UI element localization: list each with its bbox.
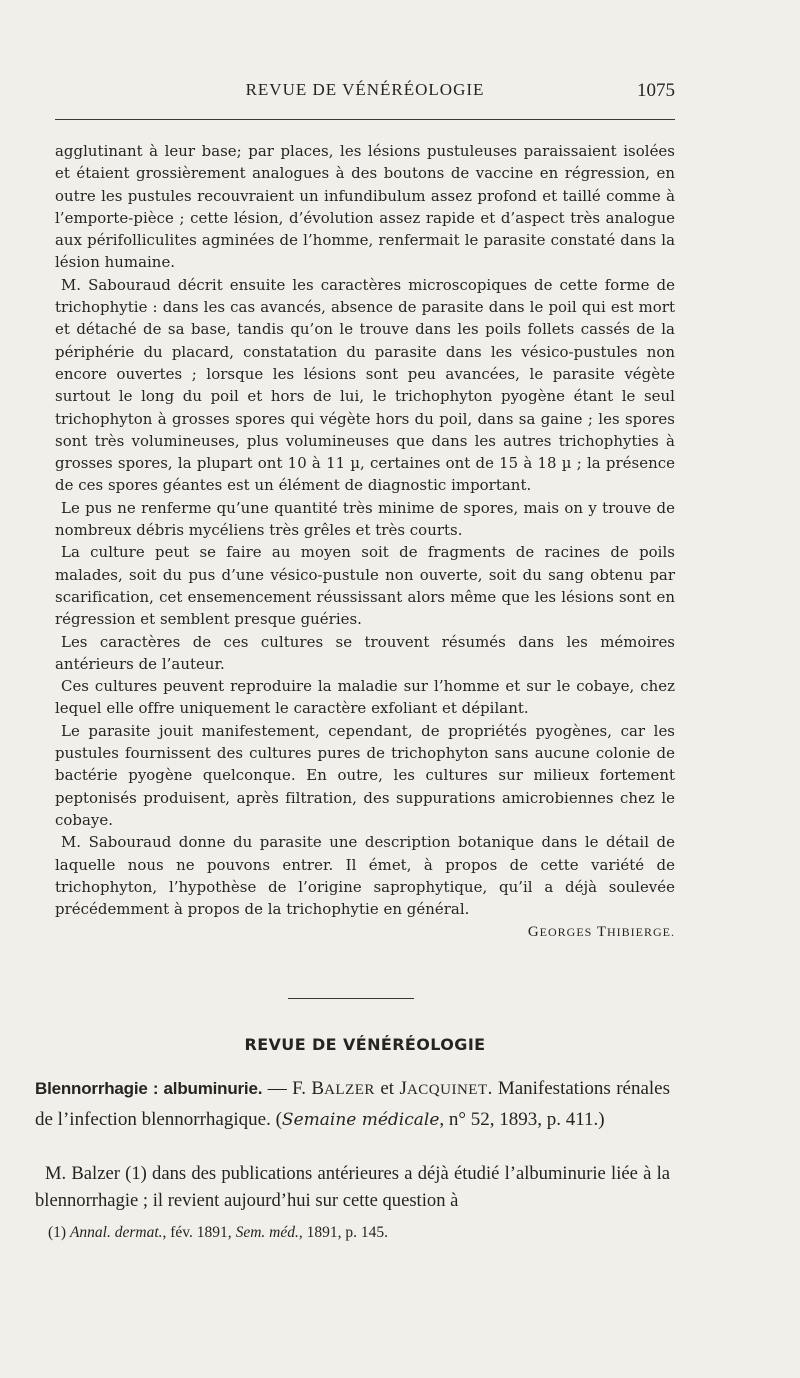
running-title: REVUE DE VÉNÉRÉOLOGIE	[245, 80, 485, 99]
section-divider	[288, 998, 414, 999]
footnote: (1) Annal. dermat., fév. 1891, Sem. méd., 1891, p. 145.	[48, 1224, 388, 1241]
paragraph: Le parasite jouit manifestement, cependant, de propriétés pyogènes, car les pustules fournissent des cultures pures de trichophyton sans aucune colonie de bactérie pyogène quelconque. En outre, les cultures sur milieux fortement peptonisés produisent, après filtration, des suppurations amicrobiennes chez le cobaye.	[55, 721, 675, 829]
paragraph: Ces cultures peuvent reproduire la maladie sur l’homme et sur le cobaye, chez lequel elle offre uniquement le caractère exfoliant et dépilant.	[55, 677, 675, 718]
paragraph: M. Sabouraud décrit ensuite les caractères microscopiques de cette forme de trichophytie : dans les cas avancés, absence de parasite dans le poil qui est mort et détaché de sa base, tandis qu’on le trouve dans les poils follets cassés de la périphérie du placard, constatation du parasite dans les vésico-pustules non encore ouvertes ; lorsque les lésions sont peu avancées, le parasite végète surtout le long du poil et hors de lui, le trichophyton pyogène étant le seul trichophyton à grosses spores qui végète hors du poil, dans sa gaine ; les spores sont très volumineuses, plus volumineuses que dans les autres trichophyties à grosses spores, la plupart ont 10 à 11 µ, certaines ont de 15 à 18 µ ; la présence de ces spores géantes est un élément de diagnostic important.	[55, 275, 675, 495]
paragraph: Le pus ne renferme qu’une quantité très minime de spores, mais on y trouve de nombreux débris mycéliens très grêles et très courts.	[55, 498, 675, 540]
article-body	[55, 140, 675, 944]
paragraph: M. Balzer (1) dans des publications antérieures a déjà étudié l’albuminurie liée à la blennorrhagie ; il revient aujourd’hui sur cette question à	[35, 1163, 670, 1211]
page-header	[55, 80, 675, 104]
section-title: REVUE DE VÉNÉRÉOLOGIE	[244, 1035, 486, 1054]
paragraph: Les caractères de ces cultures se trouvent résumés dans les mémoires antérieurs de l’auteur.	[55, 632, 675, 673]
page-number: 1075	[637, 80, 675, 101]
author-signature: GEORGES THIBIERGE.	[527, 924, 675, 941]
paragraph: La culture peut se faire au moyen soit de fragments de racines de poils malades, soit du pus d’une vésico-pustule non ouverte, soit du sang obtenu par scarification, cet ensemencement réussissant alors même que les lésions sont en régression et semblent presque guéries.	[55, 543, 675, 629]
paragraph: agglutinant à leur base; par places, les lésions pustuleuses paraissaient isolées et étaient grossièrement analogues à des boutons de vaccine en régression, en outre les pustules recouvraient un infundibulum assez profond et taillé comme à l’emporte-pièce ; cette lésion, d’évolution assez rapide et d’aspect très analogue aux périfolliculites agminées de l’homme, renfermait le parasite constaté dans la lésion humaine.	[55, 142, 675, 272]
bibliographic-reference: Blennorrhagie : albuminurie. — F. BALZER et JACQUINET. Manifestations rénales de l’infection blennorrhagique. (Semaine médicale, n° 52, 1893, p. 411.)	[35, 1078, 670, 1130]
reference-title: Blennorrhagie : albuminurie.	[35, 1079, 263, 1098]
journal-name: Semaine médicale	[281, 1110, 440, 1130]
reference-body	[35, 1160, 670, 1214]
paragraph: M. Sabouraud donne du parasite une description botanique dans le détail de laquelle nous ne pouvons entrer. Il émet, à propos de cette variété de trichophyton, l’hypothèse de l’origine saprophytique, qu’il a déjà soulevée précédemment à propos de la trichophytie en général.	[55, 833, 675, 919]
header-rule	[55, 119, 675, 120]
